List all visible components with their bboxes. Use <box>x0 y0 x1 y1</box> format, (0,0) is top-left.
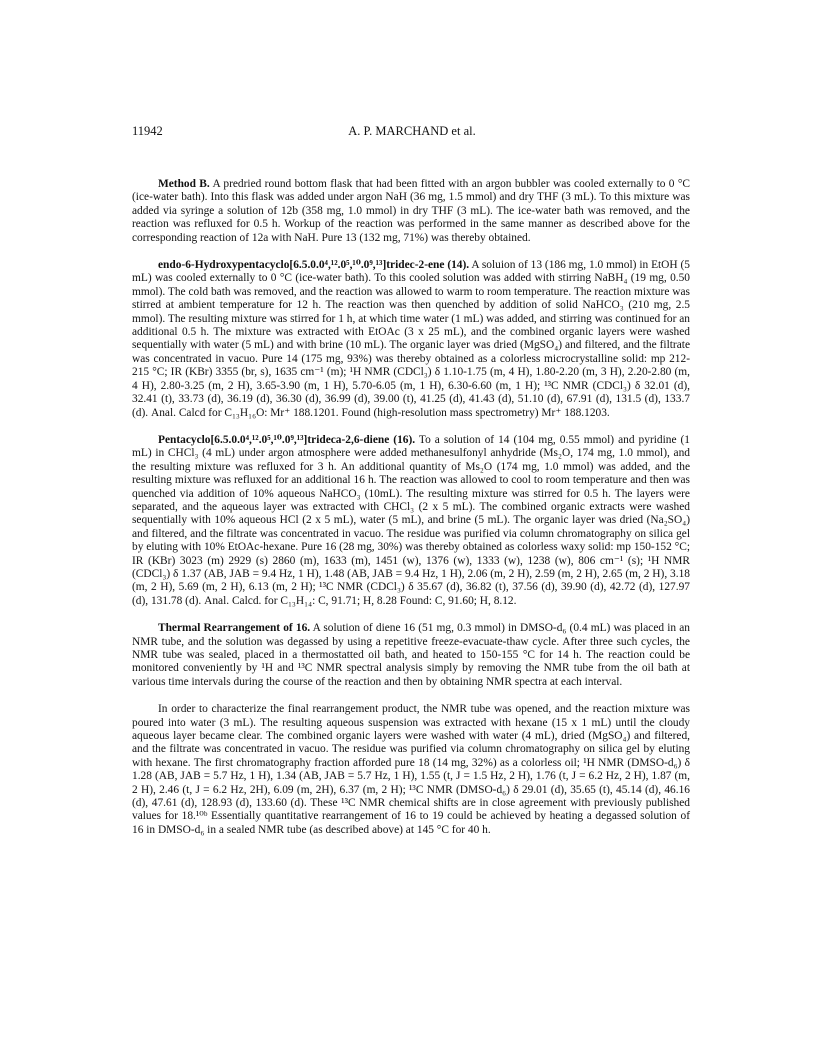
paragraph-text: A soluion of 13 (186 mg, 1.0 mmol) in EtOH (5 mL) was cooled externally to 0 °C (ice-water bath). To this cooled solution was added with stirring NaBH₄ (19 mg, 0.50 mmol). The cold bath was removed, and the reaction was allowed to warm to room temperature. The reaction mixture was stirred at ambient temperature for 12 h. The reaction was then quenched by addition of solid NaHCO₃ (210 mg, 2.5 mmol). The resulting mixture was stirred for 1 h, at which time water (1 mL) was added, and stirring was continued for an additional 0.5 h. The mixture was extracted with EtOAc (3 x 25 mL), and the combined organic layers were washed sequentially with water (5 mL) and with brine (10 mL). The organic layer was dried (MgSO₄) and filtered, and the filtrate was concentrated in vacuo. Pure 14 (175 mg, 93%) was thereby obtained as a colorless microcrystalline solid: mp 212-215 °C; IR (KBr) 3355 (br, s), 1635 cm⁻¹ (m); ¹H NMR (CDCl₃) δ 1.10-1.75 (m, 4 H), 1.80-2.20 (m, 3 H), 2.20-2.80 (m, 4 H), 2.80-3.25 (m, 2 H), 3.65-3.90 (m, 1 H), 5.70-6.05 (m, 1 H), 6.30-6.60 (m, 1 H); ¹³C NMR (CDCl₃) δ 32.01 (d), 32.41 (t), 33.73 (d), 36.19 (d), 36.30 (d), 36.99 (d), 39.00 (t), 41.25 (d), 41.43 (d), 51.10 (d), 67.91 (d), 131.5 (d), 133.7 (d). Anal. Calcd for C₁₃H₁₆O: Mr⁺ 188.1201. Found (high-resolution mass spectrometry) Mr⁺ 188.1203. <box>132 259 691 419</box>
paragraph-text: A solution of diene 16 (51 mg, 0.3 mmol) in DMSO-d₆ (0.4 mL) was placed in an NMR tube, and the solution was degassed by using a repetitive freeze-evacuate-thaw cycle. After three such cycles, the NMR tube was sealed, placed in a thermostatted oil bath, and heated to 150-155 °C for 14 h. The reaction could be monitored conveniently by ¹H and ¹³C NMR spectral analysis simply by removing the NMR tube from the oil bath at various time intervals during the course of the reaction and then by obtaining NMR spectra at each interval. <box>132 622 690 688</box>
page-number: 11942 <box>132 124 163 138</box>
paragraph-text: In order to characterize the final rearrangement product, the NMR tube was opened, and the reaction mixture was poured into water (3 mL). The resulting aqueous suspension was extracted with hexane (15 x 1 mL) until the cloudy aqueous layer became clear. The combined organic layers were washed with water (4 mL), dried (MgSO₄) and filtered, and the filtrate was concentrated in vacuo. The residue was purified via column chromatography on silica gel by eluting with hexane. The first chromatography fraction afforded pure 18 (14 mg, 32%) as a colorless oil; ¹H NMR (DMSO-d₆) δ 1.28 (AB, JAB = 5.7 Hz, 1 H), 1.34 (AB, JAB = 5.7 Hz, 1 H), 1.55 (t, J = 1.5 Hz, 2 H), 1.76 (t, J = 6.2 Hz, 2 H), 1.87 (m, 2 H), 2.46 (t, J = 6.2 Hz, 2H), 6.09 (m, 2H), 6.37 (m, 2 H); ¹³C NMR (DMSO-d₆) δ 29.01 (d), 35.65 (t), 45.14 (d), 46.16 (d), 47.61 (d), 128.93 (d), 133.60 (d). These ¹³C NMR chemical shifts are in close agreement with previously published values for 18.¹⁰ᵇ Essentially quantitative rearrangement of 16 to 19 could be achieved by heating a degassed solution of 16 in DMSO-d₆ in a sealed NMR tube (as described above) at 145 °C for 40 h. <box>132 703 690 836</box>
paragraph-heading: Thermal Rearrangement of 16. <box>158 622 311 635</box>
paragraph-compound-16 <box>132 434 690 608</box>
paragraph-characterization <box>132 703 690 837</box>
paragraph-heading: endo-6-Hydroxypentacyclo[6.5.0.0⁴,¹².0⁵,¹⁰.0⁹,¹³]tridec-2-ene (14). <box>158 259 470 272</box>
paragraph-text: To a solution of 14 (104 mg, 0.55 mmol) and pyridine (1 mL) in CHCl₃ (4 mL) under argon atmosphere were added methanesulfonyl anhydride (Ms₂O, 174 mg, 1.0 mmol), and the resulting mixture was refluxed for 3 h. An additional quantity of Ms₂O (174 mg, 1.0 mmol) was added, and the resulting mixture was refluxed for an additional 16 h. The reaction was allowed to cool to room temperature and then was quenched via addition of 10% aqueous NaHCO₃ (10mL). The resulting mixture was stirred for 0.5 h. The layers were separated, and the aqueous layer was extracted with CHCl₃ (2 x 5 mL). The combined organic extracts were washed sequentially with 10% aqueous HCl (2 x 5 mL), water (5 mL), and brine (5 mL). The organic layer was dried (Na₂SO₄) and filtered, and the filtrate was concentrated in vacuo. The residue was purified via column chromatography on silica gel by eluting with 10% EtOAc-hexane. Pure 16 (28 mg, 30%) was thereby obtained as colorless waxy solid: mp 150-152 °C; IR (KBr) 3023 (m) 2929 (s) 2860 (m), 1633 (m), 1451 (w), 1376 (w), 1333 (w), 1238 (w), 806 cm⁻¹ (s); ¹H NMR (CDCl₃) δ 1.37 (AB, JAB = 9.4 Hz, 1 H), 1.48 (AB, JAB = 9.4 Hz, 1 H), 2.06 (m, 2 H), 2.59 (m, 2 H), 2.65 (m, 2 H), 3.18 (m, 2 H), 5.69 (m, 2 H), 6.13 (m, 2 H); ¹³C NMR (CDCl₃) δ 35.67 (d), 36.82 (t), 37.56 (d), 39.90 (d), 42.72 (d), 127.97 (d), 131.78 (d). Anal. Calcd. for C₁₃H₁₄: C, 91.71; H, 8.28 Found: C, 91.60; H, 8.12. <box>132 433 691 607</box>
running-head: A. P. MARCHAND et al. <box>348 124 476 138</box>
paragraph-heading: Pentacyclo[6.5.0.0⁴,¹².0⁵,¹⁰.0⁹,¹³]trideca-2,6-diene (16). <box>158 433 416 446</box>
paragraph-thermal-rearrangement <box>132 622 690 689</box>
article-body <box>132 178 690 851</box>
paragraph-method-b <box>132 178 690 245</box>
paragraph-compound-14 <box>132 259 690 420</box>
paragraph-text: A predried round bottom flask that had been fitted with an argon bubbler was cooled externally to 0 °C (ice-water bath). Into this flask was added under argon NaH (36 mg, 1.5 mmol) and dry THF (3 mL). To this mixture was added via syringe a solution of 12b (358 mg, 1.0 mmol) in dry THF (3 mL). The ice-water bath was removed, and the reaction was refluxed for 0.5 h. Workup of the reaction was performed in the same manner as described above for the corresponding reaction of 12a with NaH. Pure 13 (132 mg, 71%) was thereby obtained. <box>132 178 690 244</box>
paragraph-heading: Method B. <box>158 178 210 190</box>
page-header <box>132 124 692 144</box>
